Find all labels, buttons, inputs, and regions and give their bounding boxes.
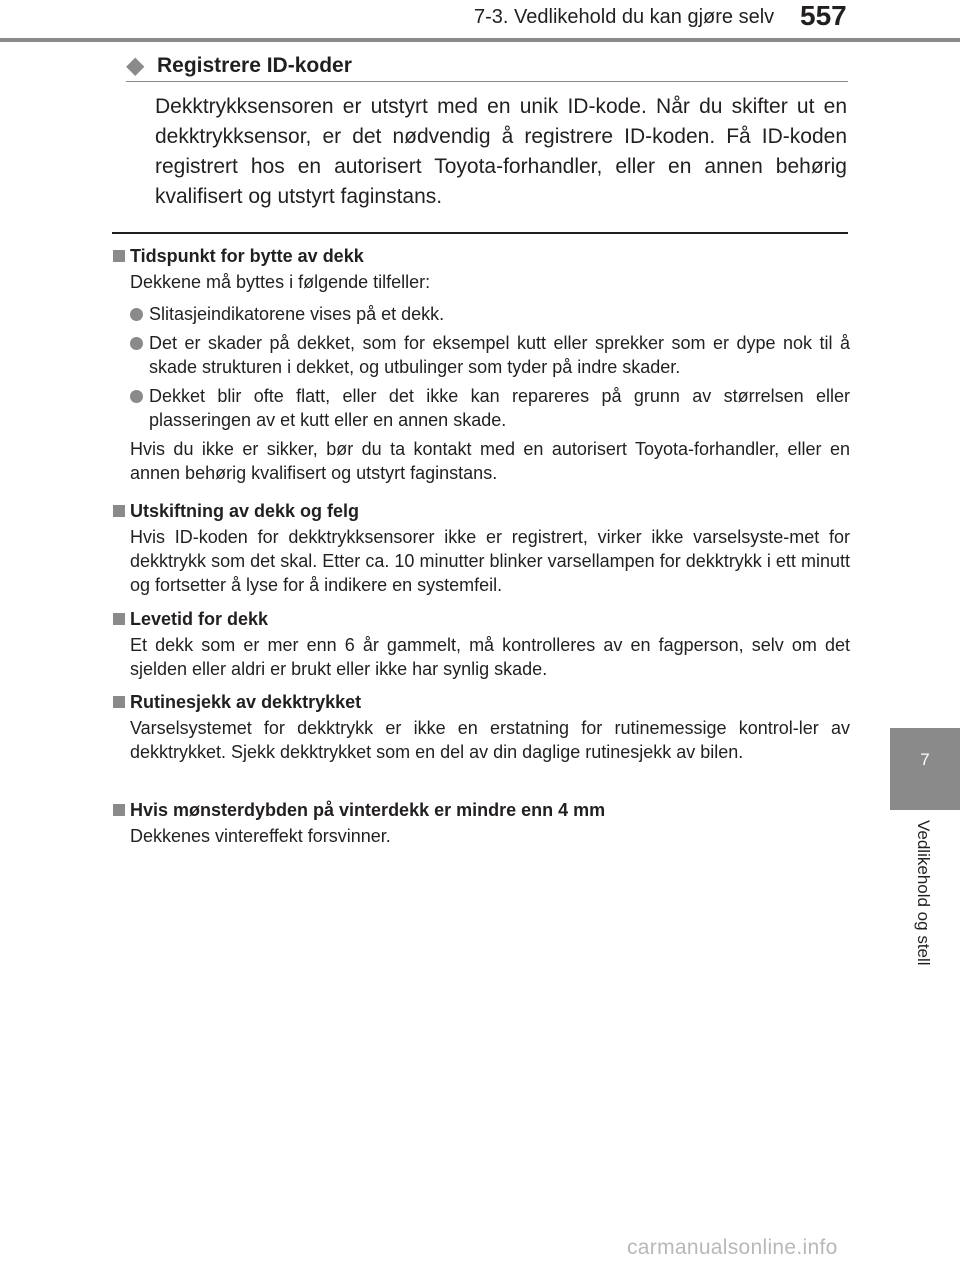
diamond-icon: ◆: [126, 52, 145, 79]
watermark: carmanualsonline.info: [627, 1236, 838, 1259]
bullet-text: Slitasjeindikatorene vises på et dekk.: [149, 304, 445, 324]
note-routine-pressure-check: [113, 691, 850, 764]
note-heading: [113, 799, 850, 821]
note-tire-lifetime: [113, 608, 850, 681]
square-bullet-icon: [113, 804, 125, 816]
bullet-text: Det er skader på dekket, som for eksempel kutt eller sprekker som er dype nok til å skade strukturen i dekket, og utbulinger som tyder på indre skader.: [149, 333, 850, 377]
note-outro: Hvis du ikke er sikker, bør du ta kontakt med en autorisert Toyota-forhandler, eller en annen behørig kvalifisert og utstyrt faginstans.: [130, 439, 850, 483]
note-title: Tidspunkt for bytte av dekk: [130, 246, 364, 266]
chapter-label-container: [907, 820, 943, 1000]
square-bullet-icon: [113, 696, 125, 708]
page-number: 557: [800, 0, 847, 31]
section-heading: [126, 52, 850, 82]
note-tire-replacement-timing: [113, 245, 850, 485]
note-title: Levetid for dekk: [130, 609, 269, 629]
main-divider: [112, 232, 848, 234]
note-heading: [113, 500, 850, 522]
bullet-item: [130, 384, 850, 432]
note-text: Hvis ID-koden for dekktrykksensorer ikke er registrert, virker ikke varselsyste-met for dekktrykk som det skal. Etter ca. 10 minutter blinker varsellampen for dekktrykk i ett minutt og fortsetter å lyse for å indikere en systemfeil.: [130, 527, 850, 595]
dot-bullet-icon: [130, 308, 143, 321]
section-rule: [126, 81, 848, 82]
note-text: Et dekk som er mer enn 6 år gammelt, må kontrolleres av en fagperson, selv om det sjelden eller aldri er brukt eller ikke har synlig skade.: [130, 635, 850, 679]
note-title: Utskiftning av dekk og felg: [130, 501, 360, 521]
note-heading: [113, 245, 850, 267]
note-text: Varselsystemet for dekktrykk er ikke en erstatning for rutinemessige kontrol-ler av dekktrykket. Sjekk dekktrykket som en del av din daglige rutinesjekk av bilen.: [130, 718, 850, 762]
bullet-text: Dekket blir ofte flatt, eller det ikke kan repareres på grunn av størrelsen eller plasseringen av et kutt eller en annen skade.: [149, 386, 850, 430]
square-bullet-icon: [113, 250, 125, 262]
square-bullet-icon: [113, 505, 125, 517]
note-heading: [113, 608, 850, 630]
dot-bullet-icon: [130, 337, 143, 350]
section-title: Registrere ID-koder: [157, 54, 352, 77]
dot-bullet-icon: [130, 390, 143, 403]
section-body: Dekktrykksensoren er utstyrt med en unik ID-kode. Når du skifter ut en dekktrykksensor, er det nødvendig å registrere ID-koden. Få ID-koden registrert hos en autorisert Toyota-forhandler, eller en annen behørig kvalifisert og utstyrt faginstans.: [155, 95, 847, 208]
bullet-item: [130, 331, 850, 379]
note-text: Dekkenes vintereffekt forsvinner.: [130, 826, 391, 846]
square-bullet-icon: [113, 613, 125, 625]
note-intro: Dekkene må byttes i følgende tilfeller:: [130, 272, 431, 292]
note-heading: [113, 691, 850, 713]
note-winter-tread-depth: [113, 799, 850, 848]
note-title: Hvis mønsterdybden på vinterdekk er mindre enn 4 mm: [130, 800, 606, 820]
chapter-tab: [890, 728, 960, 810]
chapter-number: 7: [920, 750, 930, 769]
note-title: Rutinesjekk av dekktrykket: [130, 692, 362, 712]
bullet-item: [130, 302, 850, 326]
header-rule: [0, 38, 960, 42]
note-tire-rim-replacement: [113, 500, 850, 597]
header-section-title: 7-3. Vedlikehold du kan gjøre selv: [474, 6, 775, 28]
chapter-label: Vedlikehold og stell: [914, 820, 933, 966]
